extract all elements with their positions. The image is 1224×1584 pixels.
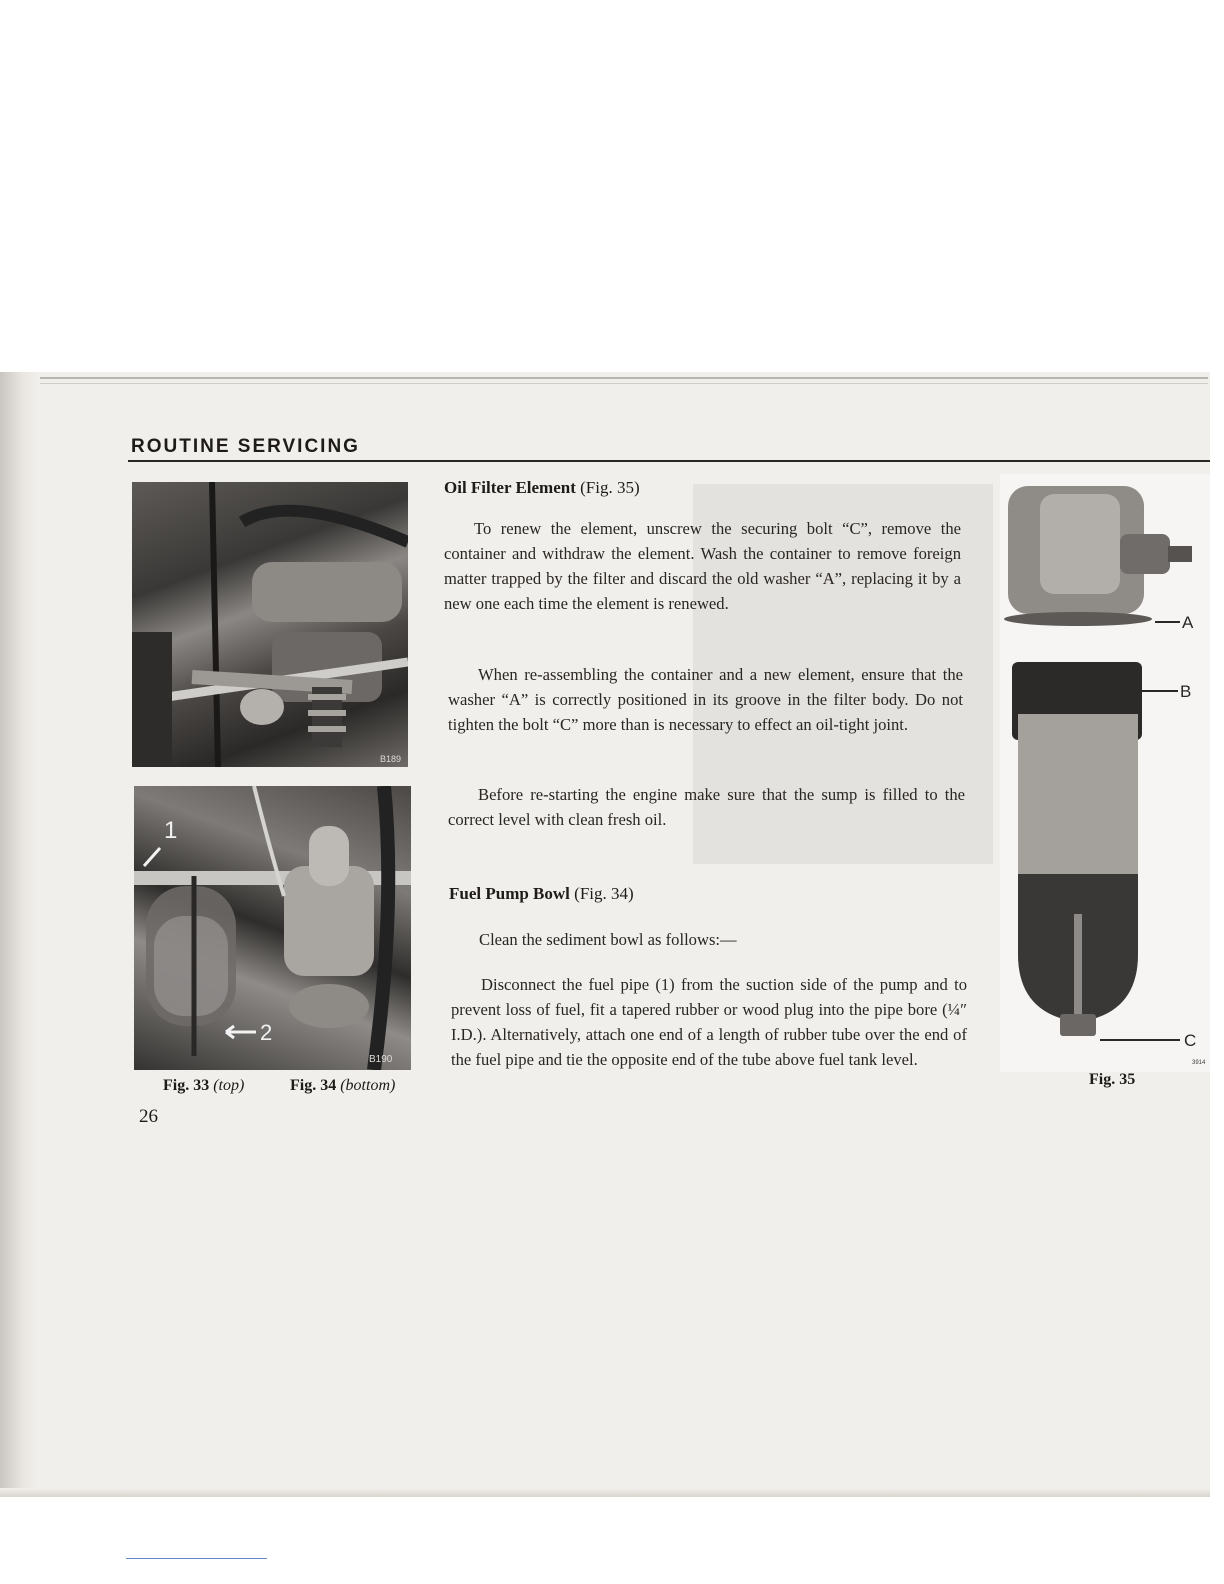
fig-34-tag: B190 [369, 1054, 393, 1065]
fuel-pump-heading [449, 884, 634, 904]
fuel-pump-ref: (Fig. 34) [574, 884, 634, 903]
footer-line [126, 1558, 267, 1559]
oil-filter-paragraph-1: To renew the element, unscrew the securing bolt “C”, remove the container and withdraw the element. Wash the container to remove foreign matter trapped by the filter and discard the old washer “A”, replacing it by a new one each time the element is renewed. [444, 519, 961, 613]
fig-33-caption [163, 1077, 244, 1095]
fig-34-caption-note: (bottom) [340, 1077, 396, 1094]
fig-34-caption-label: Fig. 34 [290, 1077, 337, 1094]
fig-34-illustration [134, 786, 411, 1070]
page-bottom-edge [0, 1488, 1210, 1497]
oil-filter-paragraph-2: When re-assembling the container and a new element, ensure that the washer “A” is correctly positioned in its groove in the filter body. Do not tighten the bolt “C” more than is necessary to effect an oil-tight joint. [448, 665, 963, 734]
page-top-edge [40, 377, 1208, 379]
fig-33-tag: B189 [380, 754, 402, 764]
fuel-pump-paragraph-1: Clean the sediment bowl as follows:— [479, 930, 737, 949]
fig-35-callout-b: B [1180, 682, 1192, 701]
fig-35-caption-label: Fig. 35 [1089, 1071, 1136, 1088]
heading-rule [128, 460, 1210, 462]
fig-35-photo [1000, 474, 1210, 1072]
page-binding-edge [0, 372, 38, 1497]
fig-33-photo [132, 482, 408, 767]
page-number: 26 [139, 1106, 158, 1127]
fig-34-photo [134, 786, 411, 1070]
fig-35-illustration [1000, 474, 1210, 1072]
fig-35-callout-a: A [1182, 613, 1194, 632]
oil-filter-heading [444, 478, 640, 498]
section-heading: ROUTINE SERVICING [131, 436, 360, 457]
fig-34-callout-1: 1 [164, 817, 178, 844]
fuel-pump-paragraph-2: Disconnect the fuel pipe (1) from the suction side of the pump and to prevent loss of fuel, fit a tapered rubber or wood plug into the pipe bore (¼″ I.D.). Alternatively, attach one end of a length of rubber tube over the end of the fuel pipe and tie the opposite end of the tube above fuel tank level. [451, 975, 967, 1069]
fig-33-caption-note: (top) [213, 1077, 245, 1094]
fig-34-caption [290, 1077, 395, 1095]
oil-filter-ref: (Fig. 35) [580, 478, 640, 497]
fig-33-illustration [132, 482, 408, 767]
fig-35-caption [1089, 1071, 1135, 1089]
oil-filter-paragraph-3: Before re-starting the engine make sure that the sump is filled to the correct level with clean fresh oil. [448, 785, 965, 829]
fig-35-callout-c: C [1184, 1031, 1197, 1050]
fuel-pump-title: Fuel Pump Bowl [449, 884, 570, 903]
fig-34-callout-2: 2 [260, 1020, 273, 1045]
page-top-edge-shadow [40, 383, 1208, 384]
fig-33-caption-label: Fig. 33 [163, 1077, 210, 1094]
fig-35-tag: 3914 [1192, 1060, 1206, 1066]
oil-filter-title: Oil Filter Element [444, 478, 576, 497]
